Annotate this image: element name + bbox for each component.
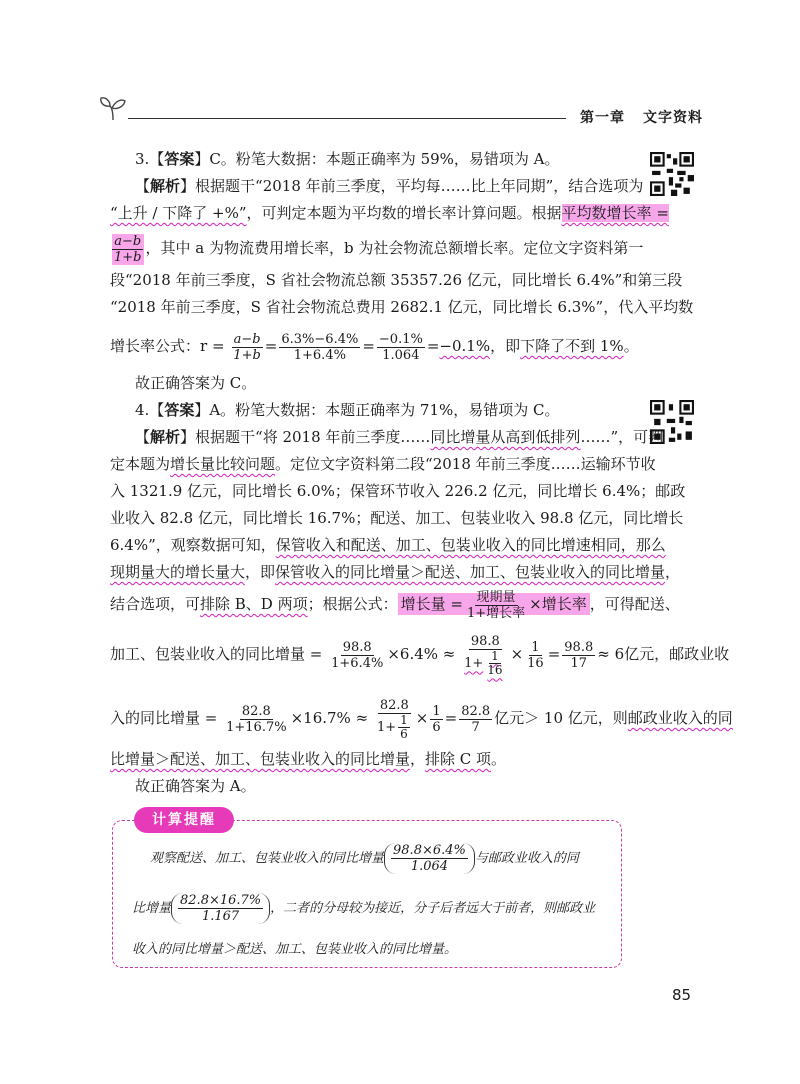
q3-conclusion: 故正确答案为 C。 (135, 374, 257, 392)
tip-line-3: 收入的同比增量＞配送、加工、包装业收入的同比增量。 (132, 942, 458, 957)
analysis-tag: 解析 (150, 177, 181, 195)
header-rule (128, 118, 566, 119)
q3-line-3: “上升 / 下降了 +%”，可判定本题为平均数的增长率计算问题。根据平均数增长率 = (110, 204, 669, 222)
q4-line-4: 入 1321.9 亿元，同比增长 6.0%；保管环节收入 226.2 亿元，同比增长 6.4%；邮政 (110, 482, 686, 500)
tip-line-2: 比增量 $\frac{82.8\times 16.7\%}{1.167}$ ，二者的分母较为接近，分子后者远大于前者，则邮政业 (132, 893, 596, 924)
q3-line-4: $\frac{a-b}{1+b}$ ，其中 a 为物流费用增长率，b 为社会物流总额增长率。定位文字资料第一 (114, 233, 644, 265)
q4-line-11: 比增量＞配送、加工、包装业收入的同比增量，排除 C 项。 (110, 750, 507, 768)
q4-answer-line: 4.【答案】A。粉笔大数据：本题正确率为 71%，易错项为 C。 (135, 401, 560, 419)
q4-conclusion: 故正确答案为 A。 (135, 777, 256, 795)
chapter-header (580, 107, 721, 127)
q3-line-6: “2018 年前三季度，S 省社会物流总费用 2682.1 亿元，同比增长 6.3%”，代入平均数 (110, 298, 694, 316)
qr-code-icon (650, 152, 694, 196)
q3-analysis-line: 【解析】根据题干“2018 年前三季度，平均每……比上年同期”，结合选项为 (135, 177, 644, 195)
answer-tag: 答案 (164, 150, 195, 168)
highlight: 增长量 = $\frac{\text{现期量}}{\text{1+增长率}}$ ×增长率 (398, 593, 590, 615)
q4-line-5: 业收入 82.8 亿元，同比增长 16.7%；配送、加工、包装业收入 98.8 亿元，同比增长 (110, 509, 684, 527)
q4-line-7: 现期量大的增长量大，即保管收入的同比增量＞配送、加工、包装业收入的同比增量， (110, 563, 681, 581)
q4-line-9: 加工、包装业收入的同比增量 = $\frac{98.8}{1+6.4\%}$ ×6.4% ≈ 98.8 1+ $\frac{1}{16}$ × $\frac{1}{16}$ = $\frac{98.8}{17}$ ≈ 6亿元，邮政业收 (110, 633, 730, 677)
highlight: 平均数增长率 = (561, 204, 669, 222)
q4-analysis-line: 【解析】根据题干“将 2018 年前三季度……同比增量从高到低排列……”，可判 (135, 428, 664, 446)
q3-answer-line: 3.【答案】C。粉笔大数据：本题正确率为 59%，易错项为 A。 (135, 150, 560, 168)
sprout-icon (98, 96, 128, 122)
q3-formula-line: 增长率公式：r = $\frac{a-b}{1+b}$ = $\frac{6.3\%-6.4\%}{1+6.4\%}$ = $\frac{-0.1\%}{1.064}$ =−0.1%，即下降了不到 1%。 (110, 331, 639, 363)
q4-line-6: 6.4%”，观察数据可知，保管收入和配送、加工、包装业收入的同比增速相同，那么 (110, 536, 666, 554)
q3-line-5: 段“2018 年前三季度，S 省社会物流总额 35357.26 亿元，同比增长 6.4%”和第三段 (110, 271, 683, 289)
chapter-number: 第一章 (580, 110, 625, 126)
q4-line-3: 定本题为增长量比较问题。定位文字资料第二段“2018 年前三季度……运输环节收 (110, 455, 656, 473)
q4-line-8: 结合选项，可排除 B、D 两项；根据公式： 增长量 = $\frac{\text{现期量}}{\text{1+增长率}}$ ×增长率 ，可得配送、 (110, 589, 680, 621)
chapter-title: 文字资料 (643, 110, 703, 126)
calculation-tip-label: 计算提醒 (134, 807, 234, 833)
answer-tag: 答案 (164, 401, 195, 419)
page-number: 85 (672, 986, 692, 1004)
tip-line-1: 观察配送、加工、包装业收入的同比增量 $\frac{98.8\times 6.4\%}{1.064}$ 与邮政业收入的同 (150, 843, 579, 874)
q4-line-10: 入的同比增量 = $\frac{82.8}{1+16.7\%}$ ×16.7% ≈ 82.8 1+ $\frac{1}{6}$ × $\frac{1}{6}$ = $\frac{82.8}{7}$ 亿元＞ 10 亿元，则邮政业收入的同 (110, 697, 733, 741)
formula-fraction: $\frac{a-b}{1+b}$ (114, 233, 142, 265)
analysis-tag: 解析 (150, 428, 181, 446)
